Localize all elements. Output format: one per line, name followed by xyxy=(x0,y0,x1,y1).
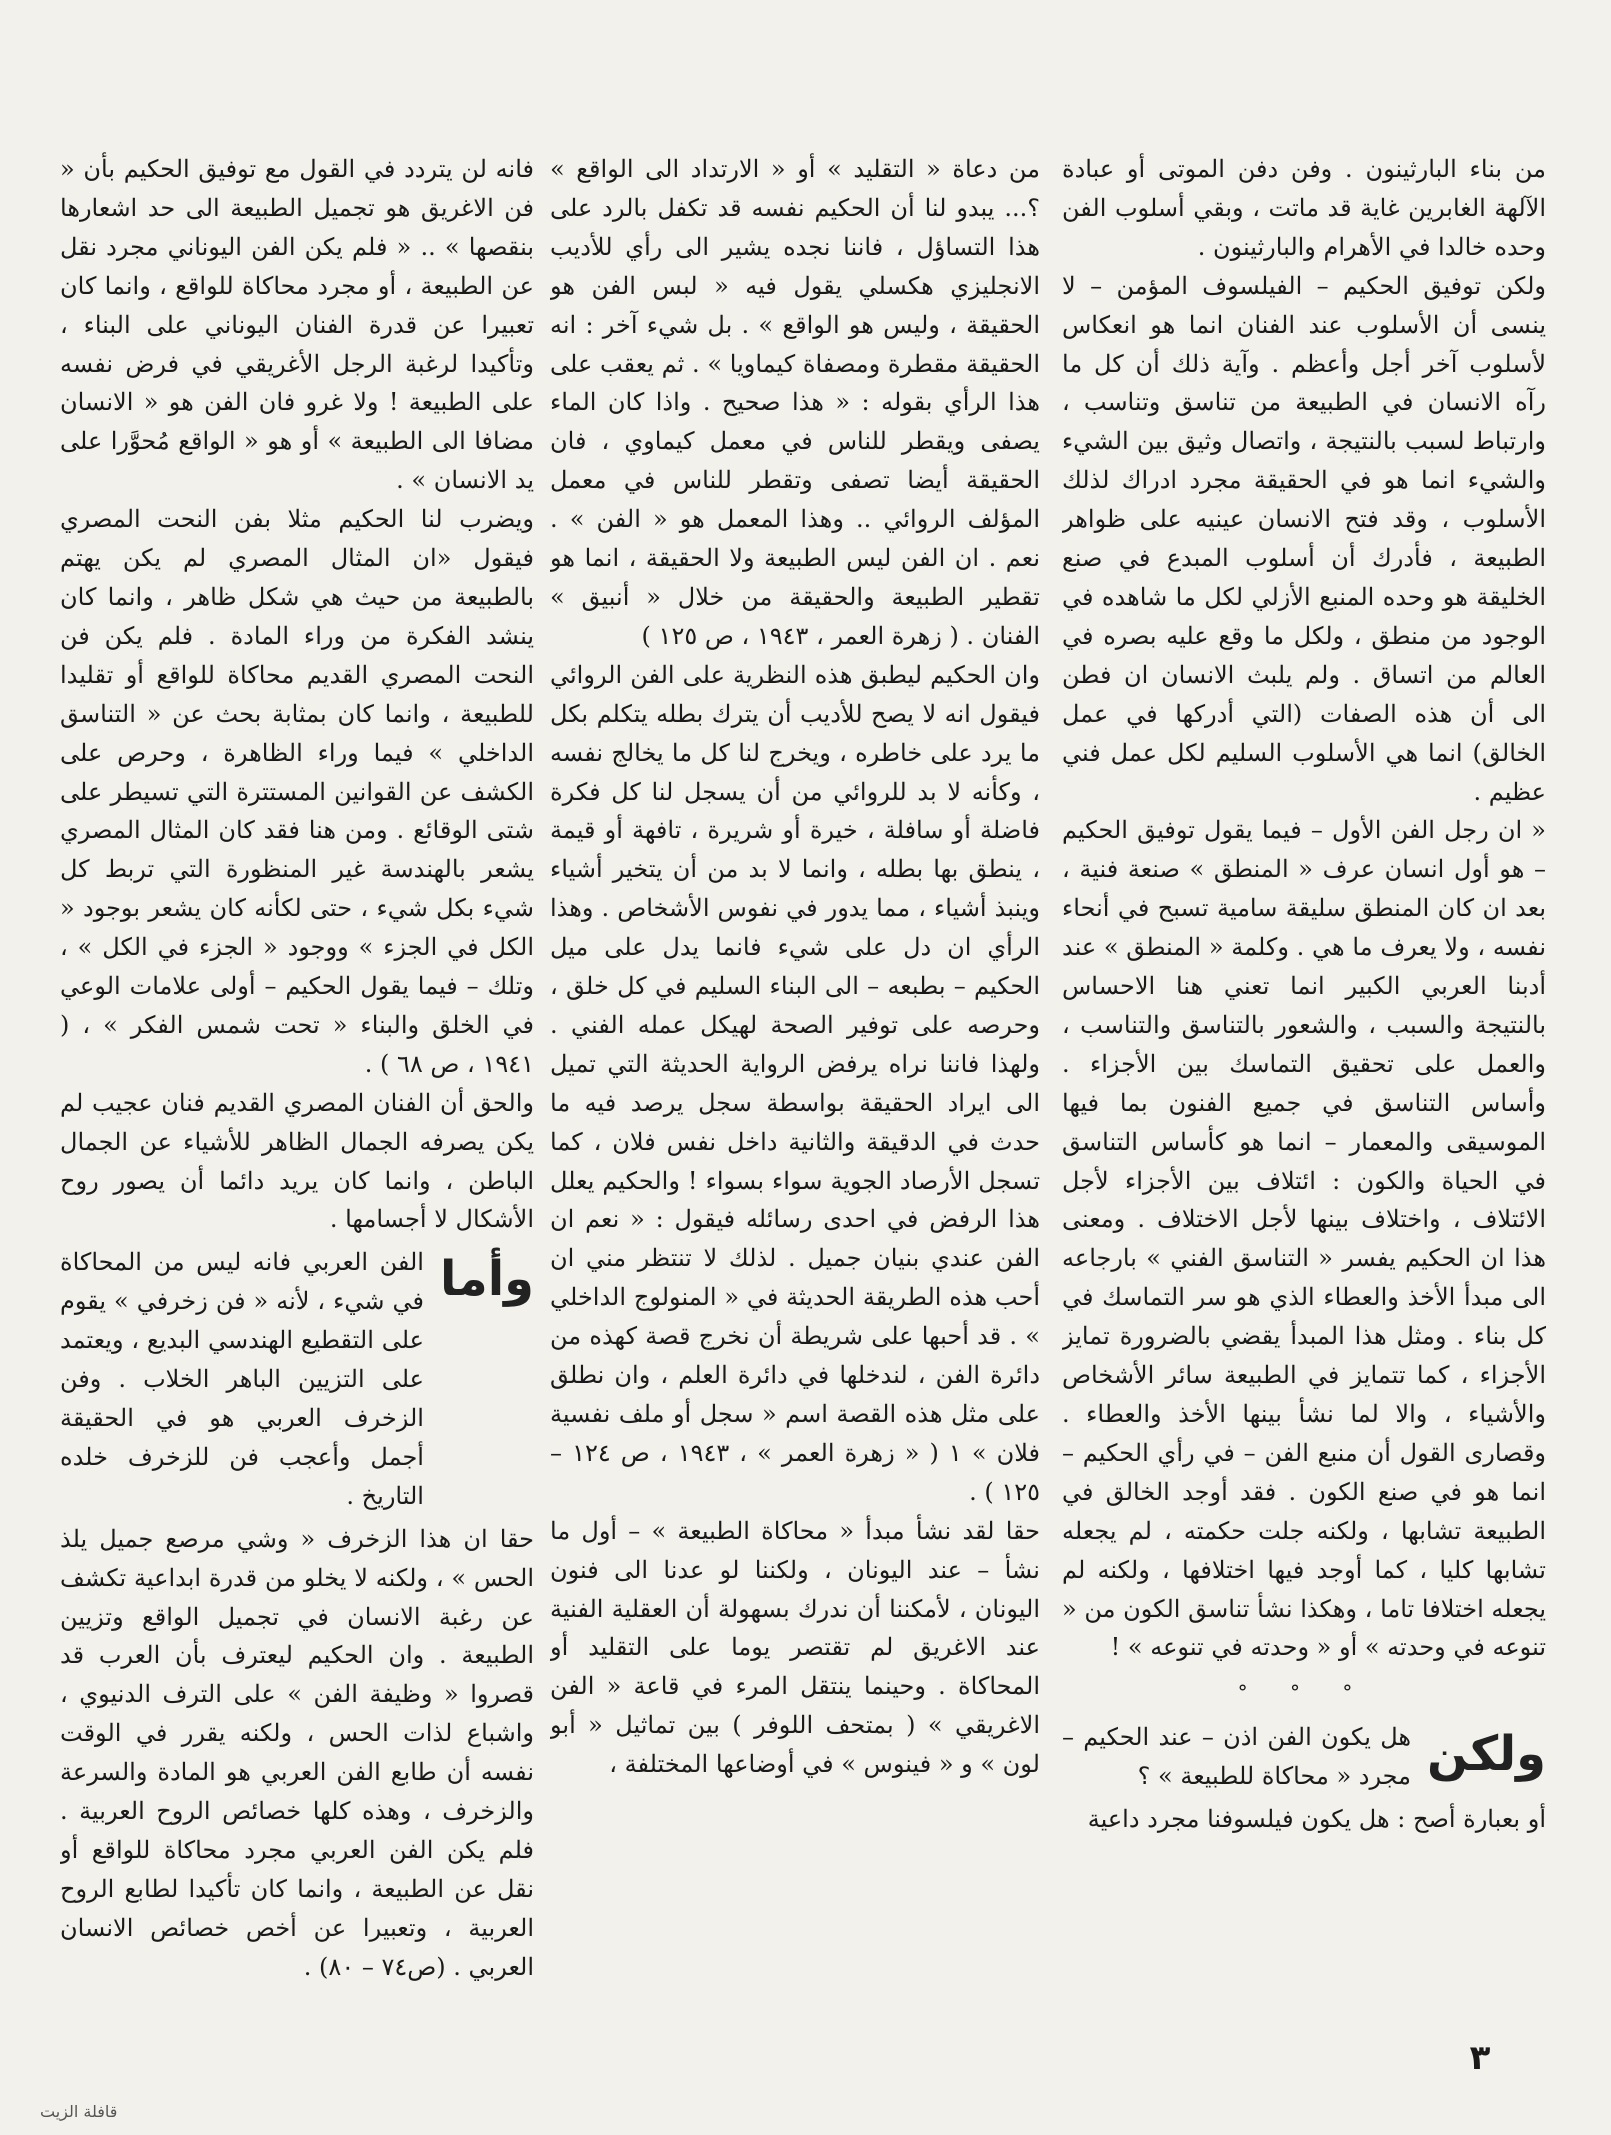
paragraph: حقا لقد نشأ مبدأ « محاكاة الطبيعة » – أول ما نشأ – عند اليونان ، ولكننا لو عدنا الى فنون اليونان ، لأمكننا أن ندرك بسهولة أن العقلية الفنية عند الاغريق لم تقتصر يوما على التقليد أو المحاكاة . وحينما ينتقل المرء في قاعة « الفن الاغريقي » ( بمتحف اللوفر ) بين تماثيل « أبو لون » و « فينوس » في أوضاعها المختلفة ، xyxy=(550,1516,1040,1779)
paragraph: وان الحكيم ليطبق هذه النظرية على الفن الروائي فيقول انه لا يصح للأديب أن يترك بطله يتكلم بكل ما يرد على خاطره ، ويخرج لنا كل ما يخالج نفسه ، وكأنه لا بد للروائي من أن يسجل لنا كل فكرة فاضلة أو سافلة ، خيرة أو شريرة ، تافهة أو قيمة ، ينطق بها بطله ، وانما لا بد من أن يتخير أشياء وينبذ أشياء ، مما يدور في نفوس الأشخاص . وهذا الرأي ان دل على شيء فانما يدل على ميل الحكيم – بطبعه – الى البناء السليم في كل خلق ، وحرصه على توفير الصحة لهيكل عمله الفني . ولهذا فاننا نراه يرفض الرواية الحديثة التي تميل الى ايراد الحقيقة بواسطة سجل يرصد فيه ما حدث في الدقيقة والثانية داخل نفس فلان ، كما تسجل الأرصاد الجوية سواء بسواء ! والحكيم يعلل هذا الرفض في احدى رسائله فيقول : « نعم ان الفن عندي بنيان جميل . لذلك لا تنتظر مني ان أحب هذه الطريقة الحديثة في « المنولوج الداخلي » . قد أحبها على شريطة أن نخرج قصة كهذه من دائرة الفن ، لندخلها في دائرة العلم ، وان نطلق على مثل هذه القصة اسم « سجل أو ملف نفسية فلان » ١ ( « زهرة العمر » ، ١٩٤٣ ، ص ١٢٤ – ١٢٥ ) . xyxy=(550,660,1040,1506)
page-number: ٣ xyxy=(1469,2038,1491,2078)
paragraph: حقا ان هذا الزخرف « وشي مرصع جميل يلذ الحس » ، ولكنه لا يخلو من قدرة ابداعية تكشف عن رغبة الانسان في تجميل الواقع وتزيين الطبيعة . وان الحكيم ليعترف بأن العرب قد قصروا « وظيفة الفن » على الترف الدنيوي ، واشباع لذات الحس ، ولكنه يقرر في الوقت نفسه أن طابع الفن العربي هو المادة والسرعة والزخرف ، وهذه كلها خصائص الروح العربية . فلم يكن الفن العربي مجرد محاكاة للواقع أو نقل عن الطبيعة ، وانما كان تأكيدا لطابع الروح العربية ، وتعبيرا عن أخص خصائص الانسان العربي . (ص٧٤ – ٨٠) . xyxy=(60,1524,534,1981)
footer-publication-title: قافلة الزيت xyxy=(40,2102,118,2121)
lead-word: ولكن xyxy=(1427,1726,1546,1783)
article-column-middle xyxy=(550,150,1040,2020)
paragraph: فانه لن يتردد في القول مع توفيق الحكيم بأن « فن الاغريق هو تجميل الطبيعة الى حد اشعارها بنقصها » .. « فلم يكن الفن اليوناني مجرد نقل عن الطبيعة ، أو مجرد محاكاة للواقع ، وانما كان تعبيرا عن قدرة الفنان اليوناني على البناء ، وتأكيدا لرغبة الرجل الأغريقي في فرض نفسه على الطبيعة ! ولا غرو فان الفن هو « الانسان مضافا الى الطبيعة » أو هو « الواقع مُحوَّرا على يد الانسان » . xyxy=(60,155,534,495)
lead-text: هل يكون الفن اذن – عند الحكيم – مجرد « محاكاة للطبيعة » ؟ xyxy=(1062,1723,1412,1791)
lead-text: الفن العربي فانه ليس من المحاكاة في شيء ، لأنه « فن زخرفي » يقوم على التقطيع الهندسي البديع ، ويعتمد على التزيين الباهر الخلاب . وفن الزخرف العربي هو في الحقيقة أجمل وأعجب فن للزخرف خلده التاريخ . xyxy=(60,1248,424,1510)
article-column-left xyxy=(60,150,534,2020)
lead-paragraph xyxy=(60,1243,534,1515)
paragraph: من دعاة « التقليد » أو « الارتداد الى الواقع » ؟... يبدو لنا أن الحكيم نفسه قد تكفل بالرد على هذا التساؤل ، فاننا نجده يشير الى رأي للأديب الانجليزي هكسلي يقول فيه « لبس الفن هو الحقيقة ، وليس هو الواقع » . بل شيء آخر : انه الحقيقة مقطرة ومصفاة كيماويا » . ثم يعقب على هذا الرأي بقوله : « هذا صحيح . واذا كان الماء يصفى ويقطر للناس في معمل كيماوي ، فان الحقيقة أيضا تصفى وتقطر للناس في معمل المؤلف الروائي .. وهذا المعمل هو « الفن » . نعم . ان الفن ليس الطبيعة ولا الحقيقة ، انما هو تقطير الطبيعة والحقيقة من خلال « أنبيق » الفنان . ( زهرة العمر ، ١٩٤٣ ، ص ١٢٥ ) xyxy=(550,155,1040,650)
paragraph: ويضرب لنا الحكيم مثلا بفن النحت المصري فيقول «ان المثال المصري لم يكن يهتم بالطبيعة من حيث هي شكل ظاهر ، وانما كان ينشد الفكرة من وراء المادة . فلم يكن فن النحت المصري القديم محاكاة للواقع أو تقليدا للطبيعة ، وانما كان بمثابة بحث عن « التناسق الداخلي » فيما وراء الظاهرة ، وحرص على الكشف عن القوانين المستترة التي تسيطر على شتى الوقائع . ومن هنا فقد كان المثال المصري يشعر بالهندسة غير المنظورة التي تربط كل شيء بكل شيء ، حتى لكأنه كان يشعر بوجود « الكل في الجزء » ووجود « الجزء في الكل » ، وتلك – فيما يقول الحكيم – أولى علامات الوعي في الخلق والبناء « تحت شمس الفكر » ، ( ١٩٤١ ، ص ٦٨ ) . xyxy=(60,505,534,1078)
article-column-right xyxy=(1062,150,1546,2020)
paragraph: ولكن توفيق الحكيم – الفيلسوف المؤمن – لا ينسى أن الأسلوب عند الفنان انما هو انعكاس لأسلوب آخر أجل وأعظم . وآية ذلك أن كل ما رآه الانسان في الطبيعة من تناسق وتناسب ، وارتباط لسبب بالنتيجة ، واتصال وثيق بين الشيء والشيء انما هو في الحقيقة مجرد ادراك لذلك الأسلوب ، وقد فتح الانسان عينيه على ظواهر الطبيعة ، فأدرك أن أسلوب المبدع في صنع الخليقة هو وحده المنبع الأزلي لكل ما شاهده في الوجود من منطق ، ولكل ما وقع عليه بصره في العالم من اتساق . ولم يلبث الانسان ان فطن الى أن هذه الصفات (التي أدركها في عمل الخالق) انما هي الأسلوب السليم لكل عمل فني عظيم . xyxy=(1062,271,1546,806)
lead-paragraph xyxy=(1062,1718,1546,1796)
paragraph: والحق أن الفنان المصري القديم فنان عجيب لم يكن يصرفه الجمال الظاهر للأشياء عن الجمال الباطن ، وانما كان يريد دائما أن يصور روح الأشكال لا أجسامها . xyxy=(60,1088,534,1234)
section-divider: ° ° ° xyxy=(1237,1680,1371,1705)
paragraph: من بناء البارثينون . وفن دفن الموتى أو عبادة الآلهة الغابرين غاية قد ماتت ، وبقي أسلوب الفن وحده خالدا في الأهرام والبارثينون . xyxy=(1062,155,1546,261)
lead-word: وأما xyxy=(439,1251,534,1308)
paragraph: « ان رجل الفن الأول – فيما يقول توفيق الحكيم – هو أول انسان عرف « المنطق » صنعة فنية ، بعد ان كان المنطق سليقة سامية تسبح في أنحاء نفسه ، ولا يعرف ما هي . وكلمة « المنطق » عند أدبنا العربي الكبير انما تعني هنا الاحساس بالنتيجة والسبب ، والشعور بالتناسق والتناسب ، والعمل على تحقيق التماسك بين الأجزاء . وأساس التناسق في جميع الفنون بما فيها الموسيقى والمعمار – انما هو كأساس التناسق في الحياة والكون : ائتلاف بين الأجزاء لأجل الائتلاف ، واختلاف بينها لأجل الاختلاف . ومعنى هذا ان الحكيم يفسر « التناسق الفني » بارجاعه الى مبدأ الأخذ والعطاء الذي هو سر التماسك في كل بناء . ومثل هذا المبدأ يقضي بالضرورة تمايز الأجزاء ، كما تتمايز في الطبيعة سائر الأشخاص والأشياء ، والا لما نشأ بينها الأخذ والعطاء . وقصارى القول أن منبع الفن – في رأي الحكيم – انما هو في صنع الكون . فقد أوجد الخالق في الطبيعة تشابها ، ولكنه جلت حكمته ، لم يجعله تشابها كليا ، كما أوجد فيها اختلافها ، ولكنه لم يجعله اختلافا تاما ، وهكذا نشأ تناسق الكون من « تنوعه في وحدته » أو « وحدته في تنوعه » ! xyxy=(1062,816,1546,1662)
paragraph: أو بعبارة أصح : هل يكون فيلسوفنا مجرد داعية xyxy=(1087,1805,1546,1834)
